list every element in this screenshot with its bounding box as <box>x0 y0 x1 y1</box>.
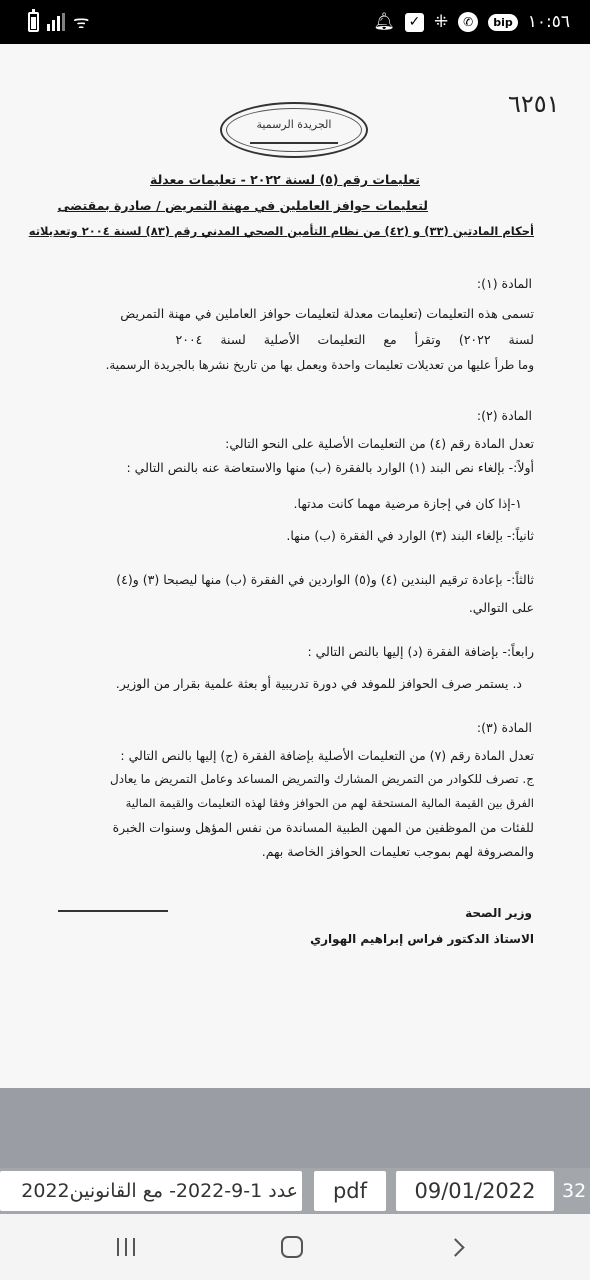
signature-name: الاستاذ الدكتور فراس إبراهيم الهواري <box>310 932 534 946</box>
file-name-cell[interactable]: عدد 1-9-2022- مع القانونين2022 <box>0 1171 302 1211</box>
file-info-row[interactable] <box>0 1168 590 1214</box>
clock: ١٠:٥٦ <box>527 12 570 32</box>
article-1-line-2: لسنة ٢٠٢٢) وتقرأ مع التعليمات الأصلية لسنة ٢٠٠٤ <box>175 332 534 347</box>
article-2-line-3: ١-إذا كان في إجازة مرضية مهما كانت مدتها. <box>293 496 522 511</box>
article-1-line-3: وما طرأ عليها من تعديلات تعليمات واحدة ويعمل بها من تاريخ نشرها بالجريدة الرسمية. <box>105 358 534 372</box>
article-3-heading: المادة (٣): <box>476 720 532 735</box>
article-3-line-2: ج. تصرف للكوادر من التمريض المشارك والتمريض المساعد وعامل التمريض ما يعادل <box>109 772 534 786</box>
signature-line <box>58 910 168 912</box>
back-chevron-icon <box>446 1238 464 1256</box>
article-2-line-8: د. يستمر صرف الحوافز للموفد في دورة تدريبية أو بعثة علمية بقرار من الوزير. <box>115 676 522 691</box>
article-1-heading: المادة (١): <box>476 276 532 291</box>
article-2-heading: المادة (٢): <box>476 408 532 423</box>
home-icon <box>281 1236 303 1258</box>
back-button[interactable] <box>428 1214 488 1280</box>
article-2-line-2: أولاً:- بإلغاء نص البند (١) الوارد بالفقرة (ب) منها والاستعاضة عنه بالنص التالي : <box>126 460 534 475</box>
gazette-logo-text: الجريدة الرسمية <box>256 118 332 131</box>
grid-icon: ⁜ <box>433 12 449 32</box>
article-2-line-1: تعدل المادة رقم (٤) من التعليمات الأصلية على النحو التالي: <box>225 436 534 451</box>
article-2-line-4: ثانياً:- بإلغاء البند (٣) الوارد في الفقرة (ب) منها. <box>286 528 534 543</box>
doc-title-line-1: تعليمات رقم (٥) لسنة ٢٠٢٢ - تعليمات معدلة <box>149 172 420 187</box>
document-page[interactable] <box>0 44 590 1088</box>
checkbox-icon: ✓ <box>405 13 424 32</box>
article-2-line-5: ثالثاً:- بإعادة ترقيم البندين (٤) و(٥) الواردين في الفقرة (ب) منها ليصبحا (٣) و(٤) <box>116 572 534 587</box>
article-1-line-1: تسمى هذه التعليمات (تعليمات معدلة لتعليمات حوافز العاملين في مهنة التمريض <box>120 306 534 321</box>
doc-title-line-2: لتعليمات حوافز العاملين في مهنة التمريض / صادرة بمقتضى <box>57 198 428 213</box>
signal-icon <box>47 13 65 31</box>
home-button[interactable] <box>262 1214 322 1280</box>
article-3-line-1: تعدل المادة رقم (٧) من التعليمات الأصلية بإضافة الفقرة (ج) إليها بالنص التالي : <box>120 748 534 763</box>
status-right <box>373 0 570 44</box>
recent-apps-icon-bar <box>133 1238 135 1256</box>
recent-apps-icon-bar <box>125 1238 127 1256</box>
viewer-background <box>0 1088 590 1168</box>
recent-apps-button[interactable] <box>96 1214 156 1280</box>
article-2-line-7: رابعاً:- بإضافة الفقرة (د) إليها بالنص التالي : <box>307 644 534 659</box>
doc-title-line-3: أحكام المادتين (٣٣) و (٤٢) من نظام التأمين الصحي المدني رقم (٨٣) لسنة ٢٠٠٤ وتعديلاته <box>28 224 534 238</box>
file-date-cell[interactable]: 09/01/2022 <box>396 1171 554 1211</box>
article-3-line-5: والمصروفة لهم بموجب تعليمات الحوافز الخاصة بهم. <box>261 844 534 859</box>
navigation-bar <box>0 1214 590 1280</box>
article-3-line-3: الفرق بين القيمة المالية المستحقة لهم من الحوافز وفقا لهذه التعليمات والقيمة المالية <box>125 796 534 810</box>
status-left <box>28 0 89 44</box>
wifi-icon: ᯤ <box>73 12 90 33</box>
article-2-line-6: على التوالي. <box>468 600 534 615</box>
article-3-line-4: للفئات من الموظفين من المهن الطبية المساندة من نفس المؤهل وسنوات الخبرة <box>112 820 534 835</box>
recent-apps-icon <box>117 1238 119 1256</box>
whatsapp-icon: ✆ <box>458 12 478 32</box>
bip-icon: bip <box>488 14 518 31</box>
file-type-cell[interactable]: pdf <box>314 1171 386 1211</box>
notification-bell-icon: 🔔︎ <box>373 12 395 32</box>
signature-title: وزير الصحة <box>465 906 532 920</box>
status-bar <box>0 0 590 44</box>
file-number-cell[interactable]: 32 <box>562 1180 587 1202</box>
logo-underline <box>250 142 338 144</box>
page-number: ٦٢٥١ <box>508 90 560 118</box>
battery-icon <box>28 12 39 32</box>
